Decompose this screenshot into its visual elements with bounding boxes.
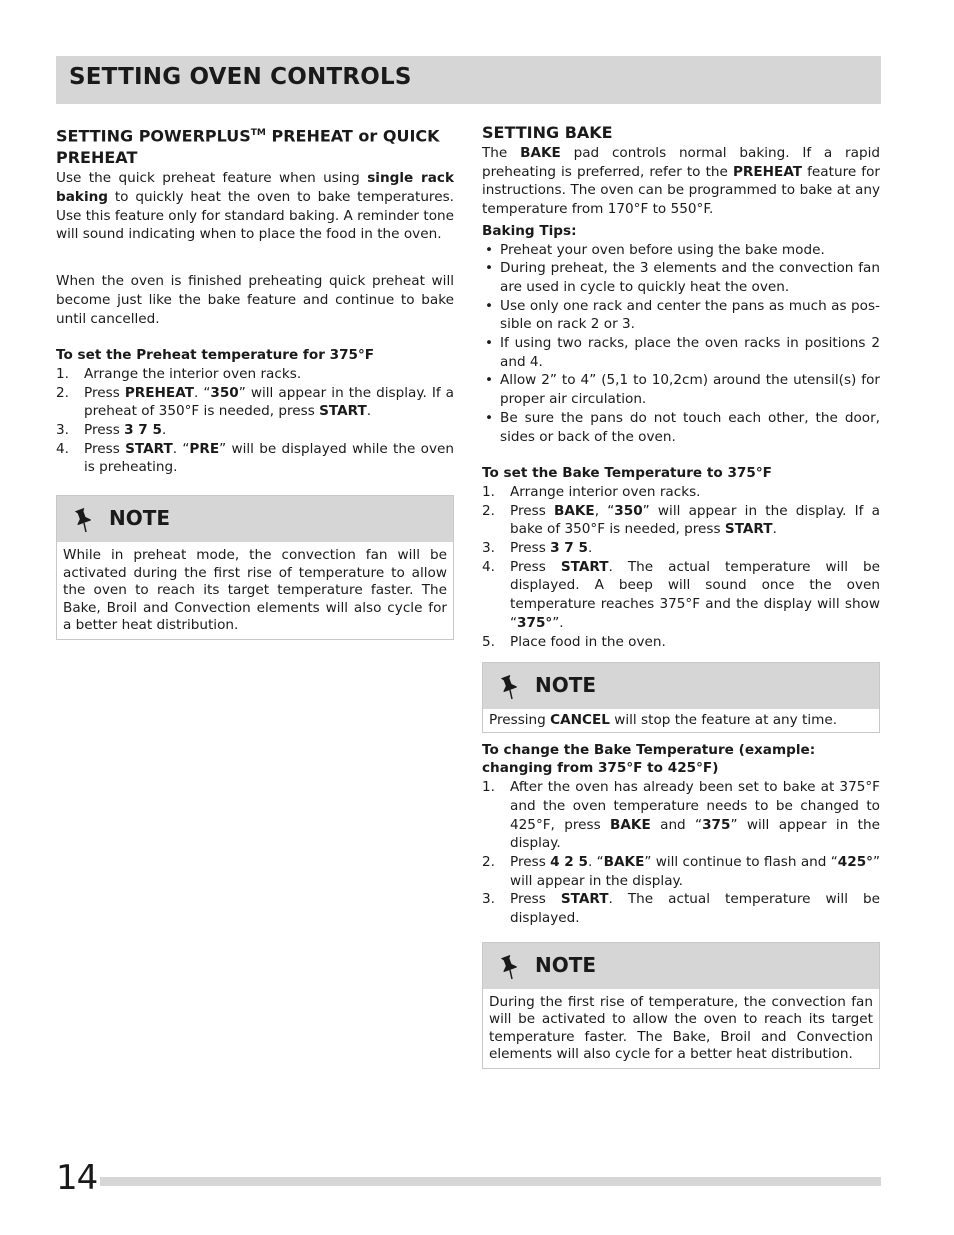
- note-title: NOTE: [109, 506, 171, 531]
- list-item: 5. Place food in the oven.: [482, 633, 666, 650]
- quick-preheat-para2: When the oven is finished preheating quick preheat will become just like the bake feature and continue to bake until cancelled.: [56, 273, 454, 327]
- page-title: SETTING OVEN CONTROLS: [69, 64, 412, 90]
- change-bake-subheading: To change the Bake Temperature (example: changing from 375°F to 425°F): [482, 741, 816, 777]
- note-box: [56, 495, 454, 640]
- list-item: 2. Press PREHEAT. “350” will appear in the display. If a preheat of 350°F is needed, press START.: [56, 384, 454, 420]
- pushpin-icon: [71, 507, 95, 533]
- set-bake-subheading: To set the Bake Temperature to 375°F: [482, 465, 772, 482]
- setting-bake-heading: SETTING BAKE: [482, 123, 613, 142]
- list-item: 3. Press START. The actual temperature will be displayed.: [482, 891, 880, 927]
- list-item: 3. Press 3 7 5.: [56, 422, 167, 439]
- note-header: [483, 943, 879, 989]
- list-item: • Use only one rack and center the pans as much as pos-sible on rack 2 or 3.: [485, 297, 880, 333]
- note-box: [482, 662, 880, 733]
- title-bar: [56, 56, 881, 104]
- quick-preheat-heading: SETTING POWERPLUS™ PREHEAT or QUICK PREHEAT: [56, 126, 440, 168]
- quick-preheat-intro: Use the quick preheat feature when using single rack baking to quickly heat the oven to bake temperatures. Use this feature only for standard baking. A reminder tone will sound indicating when to place the food in the oven.: [56, 170, 454, 243]
- baking-tips-list: [482, 241, 880, 447]
- pushpin-icon: [497, 954, 521, 980]
- preheat-steps: [56, 365, 454, 477]
- note-header: [483, 663, 879, 709]
- list-item: 1. After the oven has already been set to bake at 375°F and the oven temperature needs to be changed to 425°F, press BAKE and “375” will appear in the display.: [482, 779, 880, 852]
- list-item: 1. Arrange interior oven racks.: [482, 483, 701, 500]
- list-item: 4. Press START. “PRE” will be displayed while the oven is preheating.: [56, 440, 454, 476]
- note-header: [57, 496, 453, 542]
- pushpin-icon: [497, 674, 521, 700]
- page-number: 14: [56, 1158, 98, 1198]
- note-title: NOTE: [535, 952, 597, 977]
- list-item: • Be sure the pans do not touch each other, the door, sides or back of the oven.: [485, 409, 880, 445]
- set-bake-steps: [482, 483, 880, 651]
- list-item: 2. Press 4 2 5. “BAKE” will continue to flash and “425°” will appear in the display.: [482, 854, 881, 889]
- baking-tips-heading: Baking Tips:: [482, 222, 577, 239]
- note-body: During the first rise of temperature, the convection fan will be activated to allow the oven to reach its target temperature faster. The Bake, Broil and Convection elements will also cycle for a better heat distribution.: [489, 993, 873, 1063]
- list-item: • Allow 2” to 4” (5,1 to 10,2cm) around the utensil(s) for proper air circulation.: [485, 372, 880, 408]
- list-item: 3. Press 3 7 5.: [482, 540, 593, 557]
- list-item: • Preheat your oven before using the bake mode.: [485, 241, 825, 258]
- left-column: [56, 122, 454, 640]
- preheat-subheading: To set the Preheat temperature for 375°F: [56, 347, 375, 364]
- note-body: Pressing CANCEL will stop the feature at any time.: [489, 712, 838, 729]
- change-bake-steps: [482, 778, 880, 928]
- list-item: • If using two racks, place the oven racks in positions 2 and 4.: [485, 335, 880, 370]
- right-column: [482, 122, 880, 1069]
- footer-rule: [100, 1177, 881, 1186]
- note-box: [482, 942, 880, 1069]
- note-body: While in preheat mode, the convection fan will be activated during the first rise of temperature to allow the oven to reach its target temperature faster. The Bake, Broil and Convection elements will also cycle for a better heat distribution.: [63, 547, 447, 634]
- list-item: • During preheat, the 3 elements and the convection fan are used in cycle to quickly heat the oven.: [485, 260, 880, 295]
- list-item: 2. Press BAKE, “350” will appear in the display. If a bake of 350°F is needed, press START.: [482, 502, 880, 538]
- setting-bake-intro: The BAKE pad controls normal baking. If a rapid preheating is preferred, refer to the PREHEAT feature for instructions. The oven can be programmed to bake at any temperature from 170°F to 550°F.: [482, 145, 880, 218]
- note-title: NOTE: [535, 673, 597, 698]
- list-item: 1. Arrange the interior oven racks.: [56, 365, 302, 382]
- list-item: 4. Press START. The actual temperature will be displayed. A beep will sound once the oven temperature reaches 375°F and the display will show “375°”.: [482, 558, 880, 631]
